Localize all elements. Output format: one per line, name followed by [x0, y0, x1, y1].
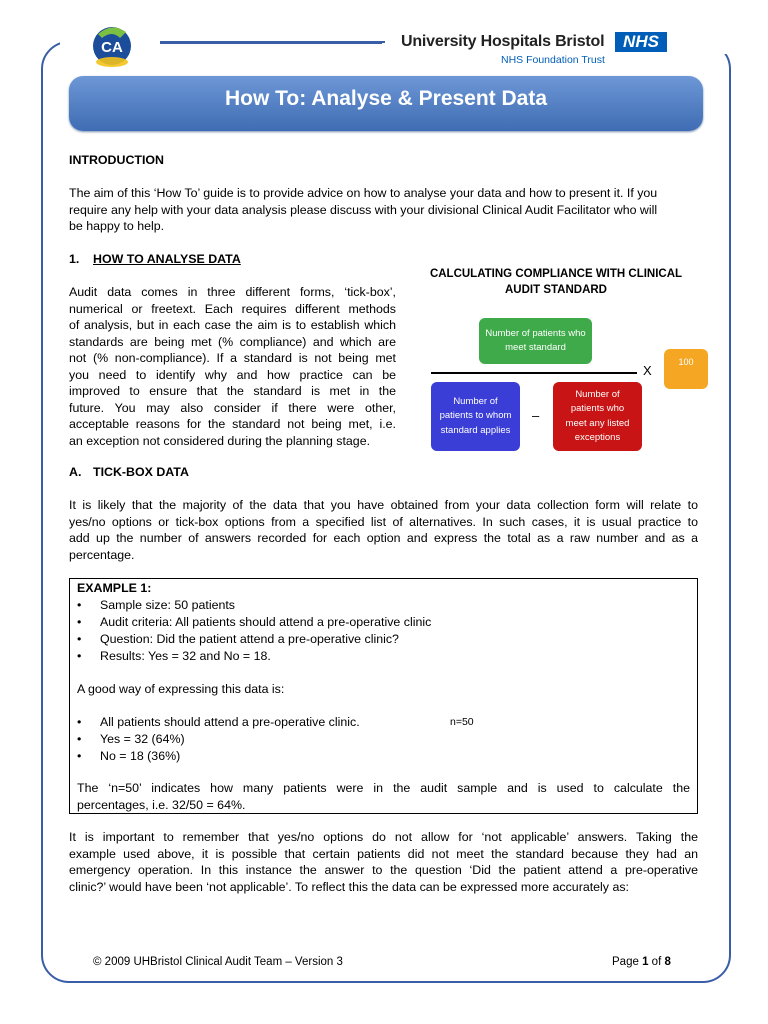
result-bullet: Yes = 32 (64%) [100, 732, 185, 746]
page-title: How To: Analyse & Present Data [224, 87, 548, 110]
closing-line: example used above, it is possible that certain patients did not meet the standard because they had an [69, 846, 698, 861]
intro-line: require any help with your data analysis please discuss with your divisional Clinical Audit Facilitator who will [69, 202, 658, 217]
multiply-sign: X [643, 363, 652, 378]
section-1-paragraph [69, 284, 396, 449]
closing-line: emergency operation. In this instance the answer to the question ‘Did the patient attend a pre-operative [69, 863, 698, 877]
example-title: EXAMPLE 1: [77, 581, 152, 595]
section-a-line: It is likely that the majority of the data that you have obtained from your data collection form will relate to [69, 498, 698, 512]
minus-sign: – [532, 408, 540, 423]
footer-copyright: © 2009 UHBristol Clinical Audit Team – Version 3 [93, 956, 343, 968]
numerator-text: Number of patients who meet standard [485, 327, 586, 353]
example-bullet: Audit criteria: All patients should attend a pre-operative clinic [100, 615, 432, 629]
section-1-line: improved to ensure that the standard is met in the [69, 384, 396, 398]
numerator-box [479, 318, 592, 364]
diagram-title-line: AUDIT STANDARD [504, 284, 607, 296]
section-1-line: standards are being met (% compliance) and which are [69, 334, 396, 349]
section-a-heading: TICK-BOX DATA [93, 465, 189, 479]
result-bullet: No = 18 (36%) [100, 749, 181, 763]
bullet-icon: • [77, 598, 82, 612]
intro-line: be happy to help. [69, 219, 165, 233]
bullet-icon: • [77, 749, 82, 763]
bullet-icon: • [77, 732, 82, 746]
bullet-icon: • [77, 715, 82, 729]
header-rule [160, 43, 382, 44]
intro-paragraph [69, 185, 699, 235]
section-a-label: A. [69, 465, 82, 479]
example-box [69, 578, 698, 814]
example-bullet: Sample size: 50 patients [100, 598, 235, 612]
section-1-line: Audit data comes in three different forms, ‘tick-box’, [69, 285, 396, 299]
denominator-right-box [553, 382, 642, 451]
diagram-title [413, 266, 699, 298]
section-a-line: percentage. [69, 547, 135, 562]
example-expressing: A good way of expressing this data is: [77, 682, 285, 696]
section-1-line: you need to identify why and how practice can be [69, 367, 396, 382]
multiplier-box: 100 [664, 349, 708, 389]
page-current: 1 [642, 956, 649, 968]
logo-text: CA [101, 39, 123, 56]
section-1-line: numerical or freetext. Each requires different methods [69, 301, 396, 316]
page-total: 8 [664, 956, 671, 968]
trust-name: NHS Foundation Trust [501, 54, 605, 66]
page-word: Page [612, 956, 639, 968]
denominator-right-text: Number of patients who meet any listed exceptions [565, 388, 630, 443]
fraction-line [431, 372, 637, 374]
organisation-name: University Hospitals Bristol [401, 33, 605, 50]
denominator-left-text: Number of patients to whom standard applies [439, 395, 512, 436]
example-bullet: Results: Yes = 32 and No = 18. [100, 649, 271, 663]
section-1-line: of analysis, but in each case the aim is to establish which [69, 318, 396, 332]
diagram-title-line: CALCULATING COMPLIANCE WITH CLINICAL [429, 268, 683, 280]
section-1-number: 1. [69, 252, 80, 266]
section-a-line: yes/no options or tick-box options from a specified list of alternatives. In such cases, it is usual practice to [69, 514, 698, 529]
clinical-audit-logo [90, 24, 134, 70]
section-1-line: not (% non-compliance). If a standard is not being met [69, 351, 396, 365]
bullet-icon: • [77, 632, 82, 646]
intro-heading: INTRODUCTION [69, 153, 164, 167]
section-a-paragraph [69, 497, 698, 563]
footer-page-number [612, 956, 671, 968]
example-note-line: The ‘n=50’ indicates how many patients were in the audit sample and is used to calculate the [77, 781, 690, 795]
result-bullet: All patients should attend a pre-operative clinic. [100, 715, 360, 729]
n-label: n=50 [450, 716, 474, 728]
example-note-line: percentages, i.e. 32/50 = 64%. [77, 798, 246, 812]
denominator-left-box [431, 382, 520, 451]
section-1-line: future. You may also consider if there were other, [69, 400, 396, 415]
section-1-line: acceptable reasons for the standard not being met, i.e. [69, 417, 396, 431]
closing-paragraph [69, 829, 698, 895]
section-1-line: an exception not considered during the planning stage. [69, 433, 371, 448]
intro-line: The aim of this ‘How To’ guide is to provide advice on how to analyse your data and how to present it. If you [69, 186, 658, 200]
closing-line: It is important to remember that yes/no options do not allow for ‘not applicable’ answers. Taking the [69, 830, 698, 844]
bullet-icon: • [77, 615, 82, 629]
of-word: of [651, 956, 662, 968]
section-1-heading: HOW TO ANALYSE DATA [93, 252, 241, 266]
bullet-icon: • [77, 649, 82, 663]
closing-line: clinic?’ would have been ‘not applicable’. To reflect this the data can be expressed more accurately as: [69, 879, 629, 894]
title-banner [69, 76, 703, 131]
section-a-line: add up the number of answers recorded for each option and express the total as a raw number and as a [69, 531, 698, 545]
nhs-badge: NHS [615, 32, 667, 52]
example-bullet: Question: Did the patient attend a pre-operative clinic? [100, 632, 399, 646]
